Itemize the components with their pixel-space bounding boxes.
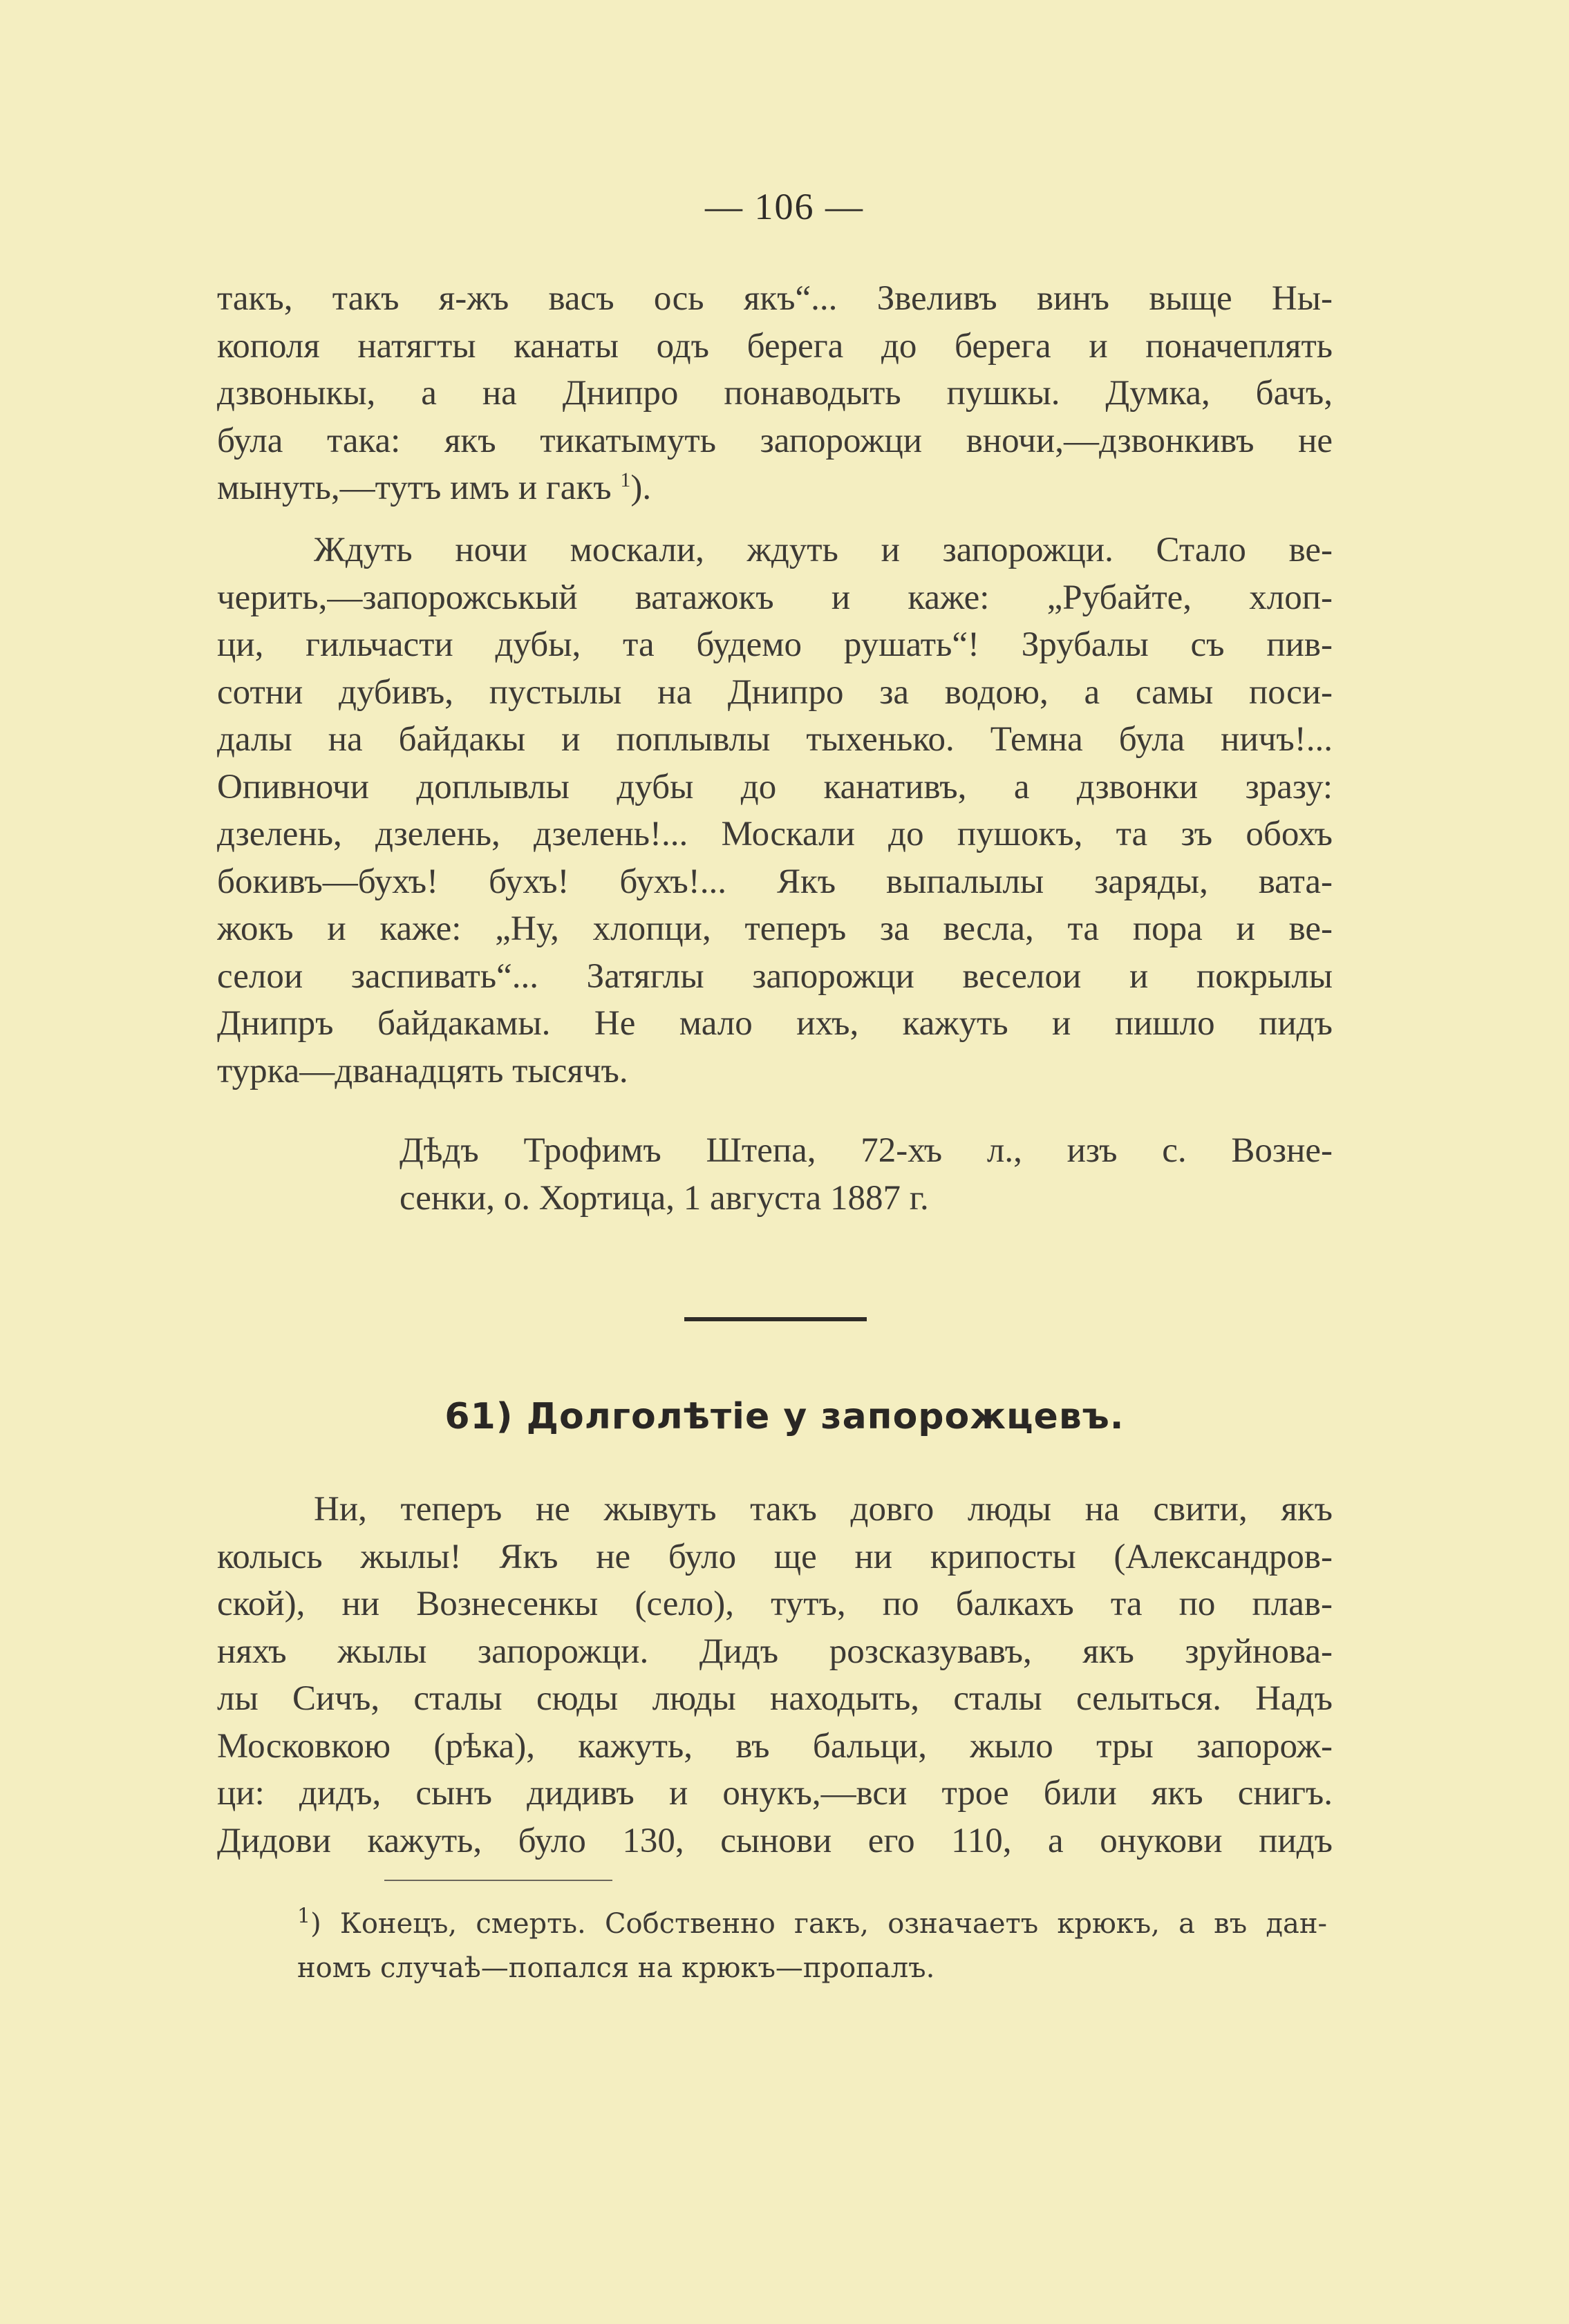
attribution-line: Дѣдъ Трофимъ Штепа, 72-хъ л., изъ с. Возне- [400, 1131, 1333, 1170]
text-line: селои заспивать“... Затяглы запорожци веселои и покрылы [217, 956, 1333, 996]
text-line: сотни дубивъ, пустылы на Днипро за водою, а самы поси- [217, 672, 1333, 712]
footnote-line [297, 1902, 1327, 1946]
text-line: кополя натягты канаты одъ берега до берега и поначеплять [217, 326, 1333, 366]
text-line: далы на байдакы и поплывлы тыхенько. Темна була ничъ!... [217, 720, 1333, 759]
text-line: такъ, такъ я-жъ васъ ось якъ“... Звеливъ винъ выще Ны- [217, 279, 1333, 318]
attribution-line: сенки, о. Хортица, 1 августа 1887 г. [400, 1178, 929, 1218]
text-line: жокъ и каже: „Ну, хлопци, теперъ за весла, та пора и ве- [217, 909, 1333, 948]
text-line [217, 464, 1333, 512]
footnote-reference: 1 [620, 469, 631, 491]
text-line: ской), ни Вознесенкы (село), тутъ, по балкахъ та по плав- [217, 1585, 1333, 1623]
text-line: ци, гильчасти дубы, та будемо рушать“! Зрубалы съ пив- [217, 625, 1333, 664]
text-line: Дидови кажуть, було 130, сынови его 110, а онукови пидъ [217, 1821, 1333, 1860]
paragraph-story [217, 527, 1333, 1095]
text-line: Ждуть ночи москали, ждуть и запорожци. Стало ве- [314, 531, 1333, 569]
footnote-text: ) Конецъ, смерть. Собственно гакъ, означаетъ крюкъ, а въ дан- [310, 1908, 1327, 1940]
footnote-mark: 1 [297, 1904, 311, 1929]
text-line: колысь жылы! Якъ не було ще ни крипосты (Александров- [217, 1537, 1333, 1576]
text-line: бокивъ—бухъ! бухъ! бухъ!... Якъ выпалылы заряды, вата- [217, 862, 1333, 901]
page-number: — 106 — [705, 186, 864, 227]
text-line: дзелень, дзелень, дзелень!... Москали до пушокъ, та зъ обохъ [217, 815, 1333, 853]
text-line: Днипръ байдакамы. Не мало ихъ, кажуть и пишло пидъ [217, 1004, 1333, 1043]
paragraph-continuation [217, 275, 1333, 512]
paragraph-section-61 [217, 1486, 1333, 1864]
text-line: ци: дидъ, сынъ дидивъ и онукъ,—вси трое били якъ снигъ. [217, 1774, 1333, 1813]
text-line: лы Сичъ, сталы сюды люды находыть, сталы селыться. Надъ [217, 1679, 1333, 1718]
text-line: Московкою (рѣка), кажуть, въ бальци, жыло тры запорож- [217, 1726, 1333, 1766]
text-line: Ни, теперъ не жывуть такъ довго люды на свити, якъ [314, 1490, 1333, 1529]
text-line: няхъ жылы запорожци. Дидъ розсказувавъ, якъ зруйнова- [217, 1632, 1333, 1671]
text-line: дзвоныкы, а на Днипро понаводыть пушкы. Думка, бачъ, [217, 374, 1333, 413]
text-line-tail: ). [630, 469, 652, 507]
section-heading: 61) Долголѣтіе у запорожцевъ. [444, 1396, 1125, 1437]
narrator-attribution [400, 1127, 1333, 1222]
section-divider [684, 1317, 867, 1321]
text-line: черить,—запорожськый ватажокъ и каже: „Рубайте, хлоп- [217, 578, 1333, 617]
footnote [297, 1902, 1327, 1990]
text-line: була така: якъ тикатымуть запорожци вночи,—дзвонкивъ не [217, 421, 1333, 460]
footnote-line: номъ случаѣ—попался на крюкъ—пропалъ. [297, 1952, 935, 1984]
text-line: Опивночи доплывлы дубы до канативъ, а дзвонки зразу: [217, 767, 1333, 806]
text-line-content: мынуть,—тутъ имъ и гакъ [217, 469, 612, 507]
text-line: турка—дванадцять тысячъ. [217, 1051, 628, 1090]
footnote-divider [384, 1880, 612, 1881]
